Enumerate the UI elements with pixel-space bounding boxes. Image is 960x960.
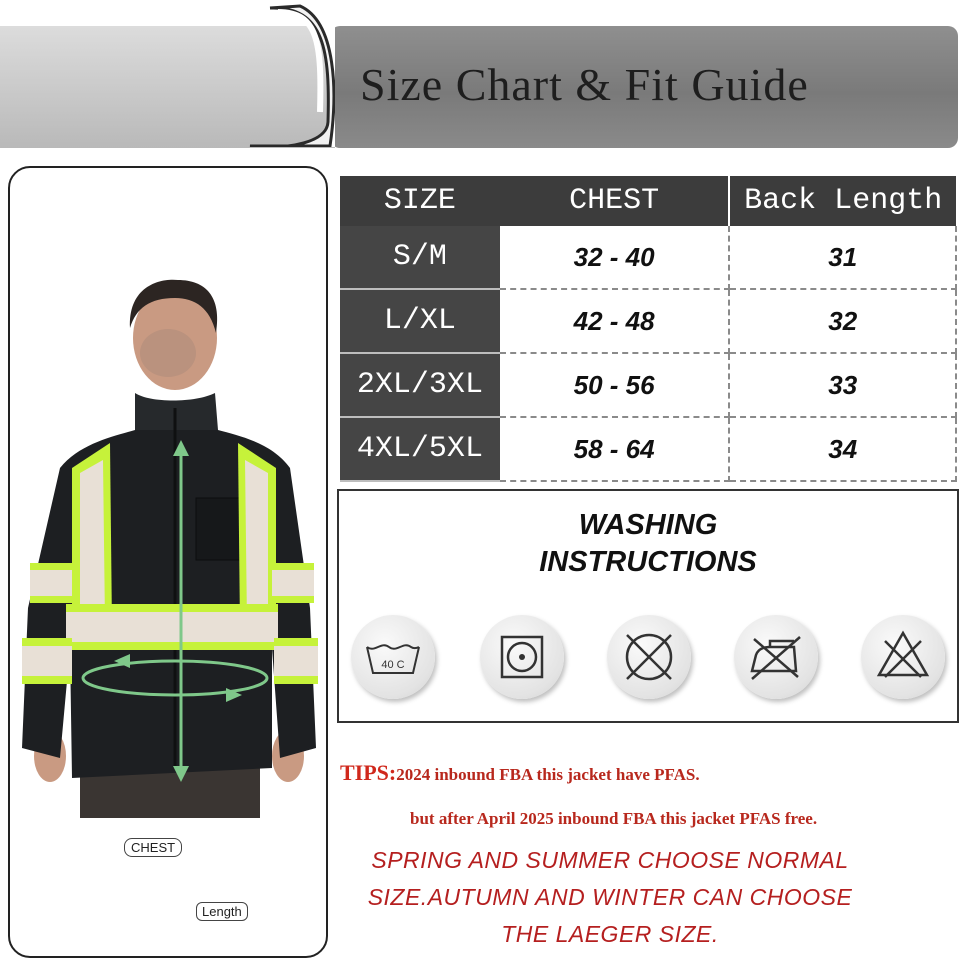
size-table [340,176,957,482]
season-note-line2: SIZE.AUTUMN AND WINTER CAN CHOOSE [367,884,853,910]
model-panel [8,166,328,958]
washing-title-line1: WASHING [578,509,718,541]
table-row [340,226,956,289]
svg-text:40 C: 40 C [381,659,405,671]
length-measure-label: Length [196,902,248,921]
chest-cell: 32 - 40 [500,226,730,289]
washing-title [339,507,957,581]
do-not-dry-clean-icon [607,615,691,699]
header-banner [0,0,960,150]
chest-measure-label: CHEST [124,838,182,857]
chest-cell: 58 - 64 [500,417,730,481]
tumble-dry-icon [480,615,564,699]
back-length-cell: 32 [729,289,956,353]
tips-pfas-note: 2024 inbound FBA this jacket have PFAS. [396,765,700,784]
chest-cell: 50 - 56 [500,353,730,417]
header-size: SIZE [340,176,500,226]
size-cell: L/XL [340,289,500,353]
season-note-line3: THE LAEGER SIZE. [501,921,719,947]
back-length-cell: 34 [729,417,956,481]
header-back-length: Back Length [729,176,956,226]
back-length-cell: 31 [729,226,956,289]
size-cell: 4XL/5XL [340,417,500,481]
season-note-line1: SPRING AND SUMMER CHOOSE NORMAL [371,847,849,873]
table-row [340,353,956,417]
table-row [340,417,956,481]
chest-cell: 42 - 48 [500,289,730,353]
size-cell: S/M [340,226,500,289]
season-size-note [340,842,880,953]
page-curl-graphic [230,2,335,147]
do-not-bleach-icon [861,615,945,699]
size-cell: 2XL/3XL [340,353,500,417]
washing-title-line2: INSTRUCTIONS [539,546,757,578]
page-title: Size Chart & Fit Guide [360,59,809,110]
washing-instructions-panel [337,489,959,723]
do-not-iron-icon [734,615,818,699]
tips-label: TIPS: [340,760,397,785]
tips-line-2: but after April 2025 inbound FBA this jacket PFAS free. [410,809,818,828]
table-header-row [340,176,956,226]
back-length-cell: 33 [729,353,956,417]
table-row [340,289,956,353]
tips-line-1 [340,760,700,786]
wash-40c-icon [351,615,435,699]
header-chest: CHEST [500,176,730,226]
